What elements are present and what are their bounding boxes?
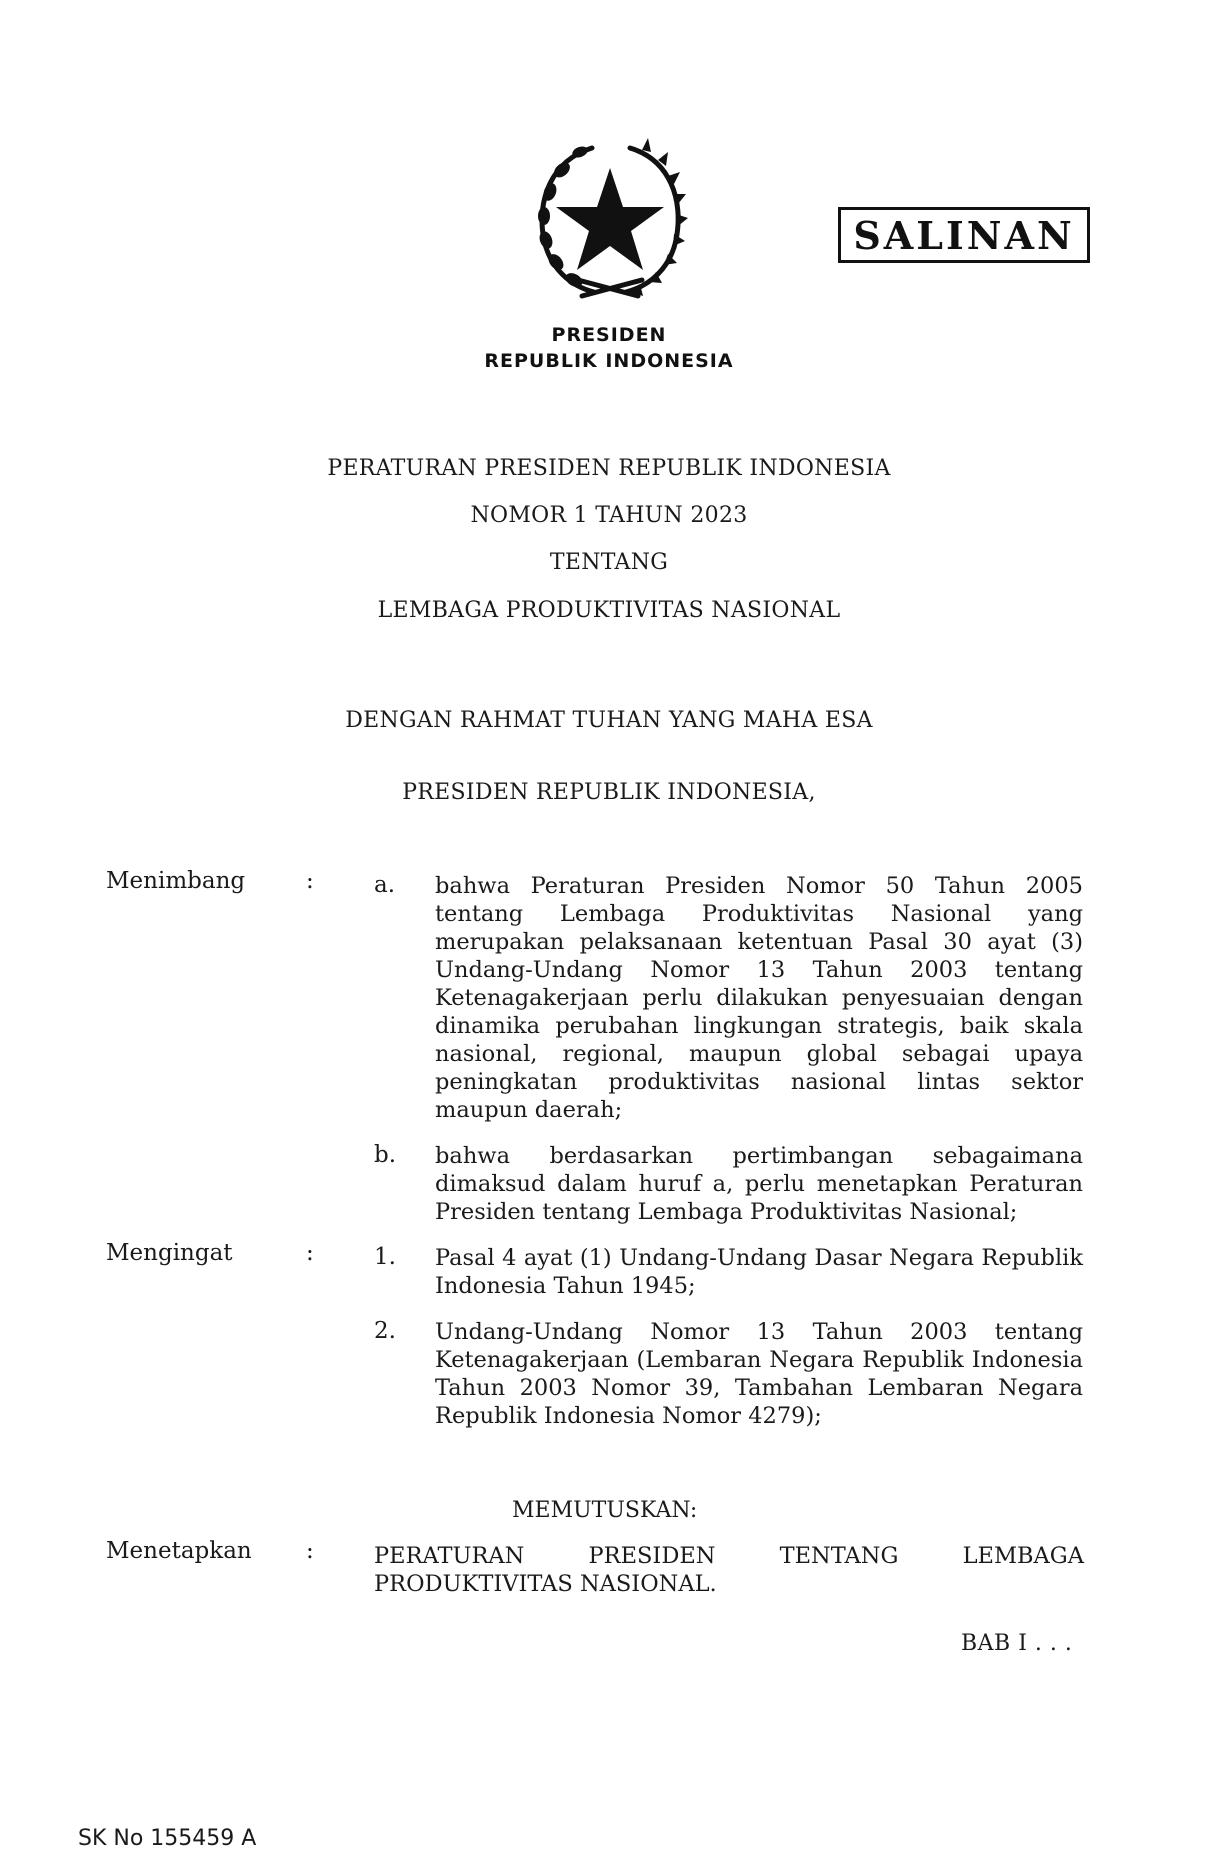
menimbang-marker-b: b. <box>374 1142 397 1168</box>
sk-number: SK No 155459 A <box>78 1826 257 1851</box>
menimbang-marker-a: a. <box>374 872 396 898</box>
presidential-emblem-icon <box>522 130 698 302</box>
menetapkan-text: PERATURAN PRESIDEN TENTANG LEMBAGA PRODUKTIVITAS NASIONAL. <box>374 1543 1084 1597</box>
issuer-label-republik: REPUBLIK INDONESIA <box>484 350 734 372</box>
memutuskan-heading: MEMUTUSKAN: <box>512 1498 698 1523</box>
mengingat-label: Mengingat <box>106 1240 233 1266</box>
mengingat-colon: : <box>306 1240 314 1266</box>
regulation-subject: LEMBAGA PRODUKTIVITAS NASIONAL <box>377 598 841 623</box>
next-page-indicator: BAB I . . . <box>961 1631 1073 1656</box>
salinan-stamp: SALINAN <box>838 207 1090 263</box>
mengingat-marker-1: 1. <box>374 1244 396 1270</box>
menimbang-item-a: bahwa Peraturan Presiden Nomor 50 Tahun 2005 tentang Lembaga Produktivitas Nasional yang merupakan pelaksanaan ketentuan Pasal 30 ayat (3) Undang-Undang Nomor 13 Tahun 2003 tentang Ketenagakerjaan perlu dilakukan penyesuaian dengan dinamika perubahan lingkungan strategis, baik skala nasional, regional, maupun global sebagai upaya peningkatan produktivitas nasional lintas sektor maupun daerah; <box>435 873 1083 1123</box>
regulation-number: NOMOR 1 TAHUN 2023 <box>470 503 748 528</box>
preamble-divine-grace: DENGAN RAHMAT TUHAN YANG MAHA ESA <box>345 708 873 733</box>
issuer-label-presiden: PRESIDEN <box>551 324 667 346</box>
regulation-tentang: TENTANG <box>549 550 669 575</box>
menimbang-colon: : <box>306 868 314 894</box>
menetapkan-colon: : <box>306 1538 314 1564</box>
menimbang-item-b: bahwa berdasarkan pertimbangan sebagaimana dimaksud dalam huruf a, perlu menetapkan Peraturan Presiden tentang Lembaga Produktivitas Nasional; <box>435 1143 1083 1225</box>
menimbang-label: Menimbang <box>106 868 246 894</box>
mengingat-item-1: Pasal 4 ayat (1) Undang-Undang Dasar Negara Republik Indonesia Tahun 1945; <box>435 1245 1083 1299</box>
mengingat-item-2: Undang-Undang Nomor 13 Tahun 2003 tentang Ketenagakerjaan (Lembaran Negara Republik Indonesia Tahun 2003 Nomor 39, Tambahan Lembaran Negara Republik Indonesia Nomor 4279); <box>435 1319 1083 1429</box>
preamble-president: PRESIDEN REPUBLIK INDONESIA, <box>402 780 816 805</box>
menetapkan-label: Menetapkan <box>106 1538 252 1564</box>
regulation-title: PERATURAN PRESIDEN REPUBLIK INDONESIA <box>327 456 891 481</box>
mengingat-marker-2: 2. <box>374 1318 396 1344</box>
